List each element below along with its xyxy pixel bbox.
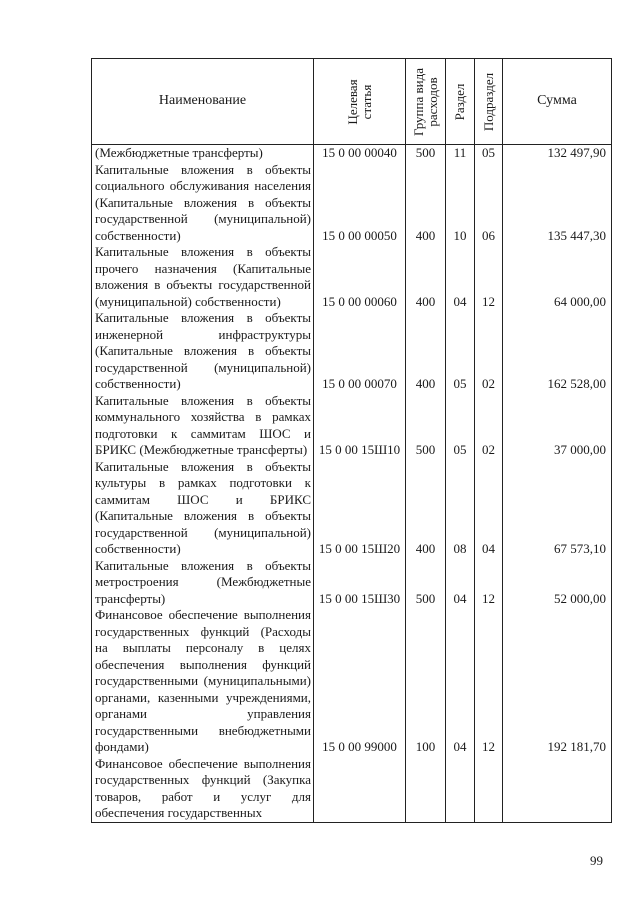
budget-table [91,58,612,823]
row-target: 15 0 00 00070 [314,310,406,393]
header-target-article: Целевая статья [314,59,406,145]
row-name: Капитальные вложения в объекты культуры в рамках подготовки к саммитам ШОС и БРИКС (Капитальные вложения в объекты государственной (муниципальной) собственности) [92,459,314,558]
row-group [406,756,446,823]
page-number: 99 [590,853,603,868]
row-section: 05 [446,310,475,393]
row-name: Финансовое обеспечение выполнения государственных функций (Закупка товаров, работ и услуг для обеспечения государственных [92,756,314,823]
table-row [92,310,612,393]
row-subsection: 06 [475,162,503,245]
row-name: Финансовое обеспечение выполнения государственных функций (Расходы на выплаты персоналу в целях обеспечения выполнения функций государственными (муниципальными) органами, казенными учреждениями, органами управления государственными внебюджетными фондами) [92,607,314,756]
row-sum: 132 497,90 [503,145,612,162]
row-subsection: 02 [475,393,503,459]
row-section: 04 [446,607,475,756]
row-sum: 162 528,00 [503,310,612,393]
row-group: 100 [406,607,446,756]
row-name: Капитальные вложения в объекты метростроения (Межбюджетные трансферты) [92,558,314,608]
row-name: Капитальные вложения в объекты коммунального хозяйства в рамках подготовки к саммитам ШОС и БРИКС (Межбюджетные трансферты) [92,393,314,459]
header-expense-group: Группа вида расходов [406,59,446,145]
table-row [92,607,612,756]
row-sum: 67 573,10 [503,459,612,558]
table-row [92,558,612,608]
row-sum: 192 181,70 [503,607,612,756]
row-name: Капитальные вложения в объекты социального обслуживания населения (Капитальные вложения в объекты государственной (муниципальной) собственности) [92,162,314,245]
row-subsection [475,756,503,823]
row-subsection: 04 [475,459,503,558]
row-section: 04 [446,244,475,310]
row-group: 500 [406,145,446,162]
row-group: 400 [406,310,446,393]
row-group: 400 [406,459,446,558]
header-name: Наименование [92,59,314,145]
row-sum: 37 000,00 [503,393,612,459]
table-row [92,244,612,310]
row-section [446,756,475,823]
row-target: 15 0 00 00060 [314,244,406,310]
header-sum: Сумма [503,59,612,145]
row-section: 05 [446,393,475,459]
table-row [92,145,612,162]
row-section: 08 [446,459,475,558]
table-row [92,459,612,558]
row-name: Капитальные вложения в объекты инженерной инфраструктуры (Капитальные вложения в объекты государственной (муниципальной) собственности) [92,310,314,393]
row-group: 500 [406,393,446,459]
row-name: Капитальные вложения в объекты прочего назначения (Капитальные вложения в объекты государственной (муниципальной) собственности) [92,244,314,310]
table-header-row [92,59,612,145]
row-target: 15 0 00 15Ш10 [314,393,406,459]
row-target: 15 0 00 00040 [314,145,406,162]
row-subsection: 12 [475,558,503,608]
row-group: 400 [406,244,446,310]
table-row [92,162,612,245]
header-section: Раздел [446,59,475,145]
row-subsection: 05 [475,145,503,162]
row-sum: 52 000,00 [503,558,612,608]
row-target: 15 0 00 15Ш30 [314,558,406,608]
row-target [314,756,406,823]
row-group: 400 [406,162,446,245]
row-section: 10 [446,162,475,245]
row-subsection: 02 [475,310,503,393]
row-name: (Межбюджетные трансферты) [92,145,314,162]
row-sum [503,756,612,823]
row-target: 15 0 00 00050 [314,162,406,245]
row-target: 15 0 00 15Ш20 [314,459,406,558]
table-row [92,756,612,823]
row-subsection: 12 [475,244,503,310]
row-group: 500 [406,558,446,608]
row-sum: 64 000,00 [503,244,612,310]
row-section: 11 [446,145,475,162]
row-section: 04 [446,558,475,608]
row-subsection: 12 [475,607,503,756]
table-row [92,393,612,459]
row-sum: 135 447,30 [503,162,612,245]
row-target: 15 0 00 99000 [314,607,406,756]
header-subsection: Подраздел [475,59,503,145]
